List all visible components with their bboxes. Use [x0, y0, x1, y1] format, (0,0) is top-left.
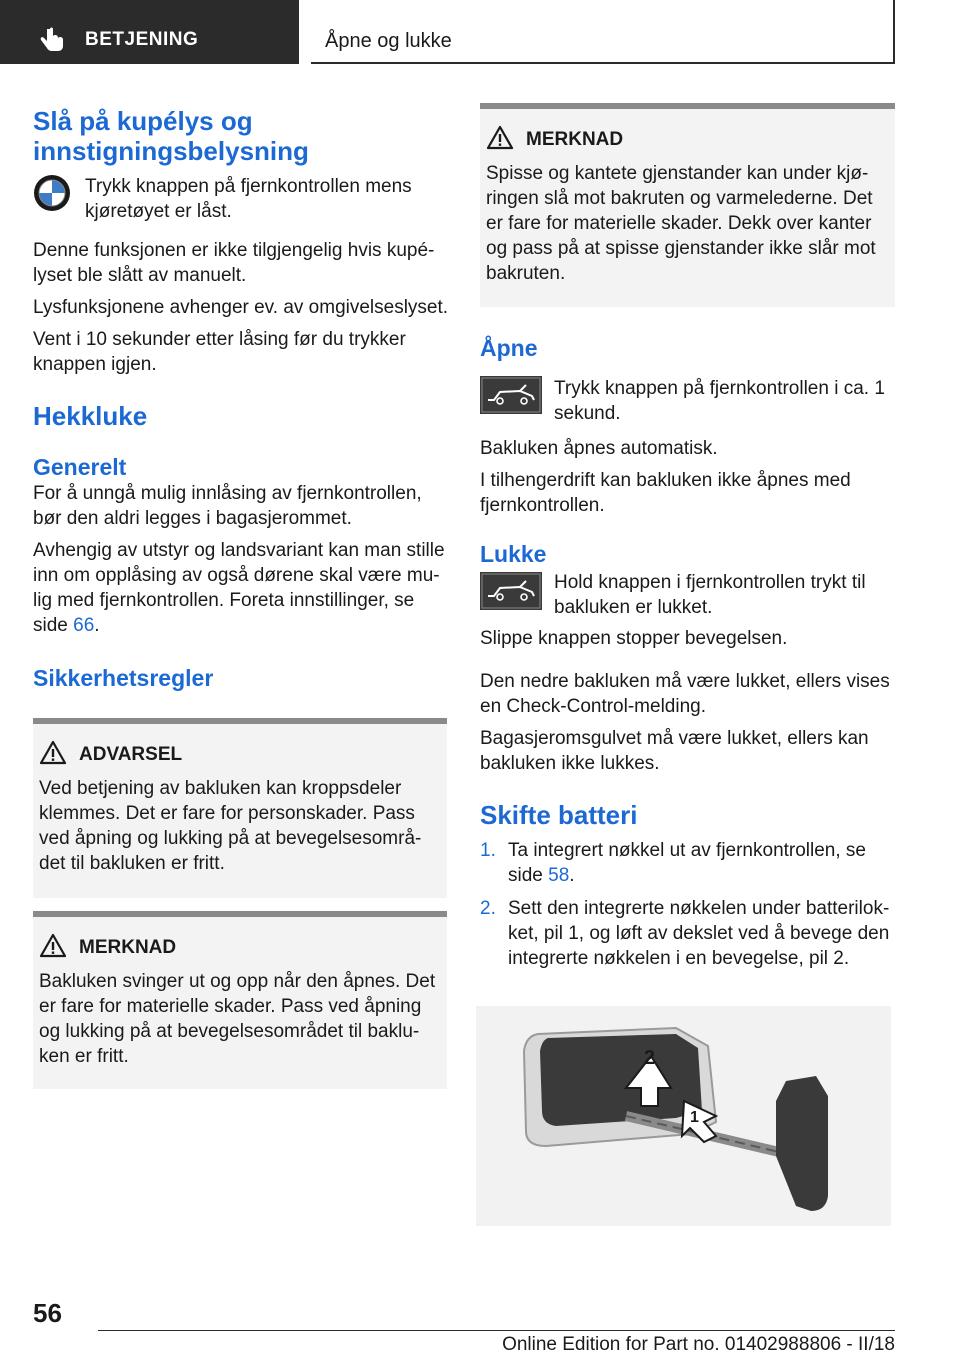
- battery-heading: Skifte batteri: [480, 800, 638, 830]
- warning-title: ADVARSEL: [79, 744, 437, 766]
- open-paragraph-1: Bakluken åpnes automatisk.: [480, 438, 718, 459]
- section-tab: [0, 0, 299, 64]
- hand-pointer-icon: [38, 27, 66, 58]
- notice-text-right: Spisse og kantete gjenstander kan under kjø-ringen slå mot bakruten og varmelederne. Det er fare for materielle skader. Dekk over kanter og pass på at spisse gjenstander ikke slår mot bakruten.: [486, 163, 876, 284]
- page-link-58[interactable]: 58: [548, 865, 570, 886]
- notice-box-right: [480, 103, 895, 307]
- battery-steps: [480, 838, 895, 971]
- footer-edition: Online Edition for Part no. 01402988806 - II/18: [502, 1334, 895, 1355]
- battery-step: 1. Ta integrert nøkkel ut av fjernkontrollen, se side 58.: [480, 840, 867, 886]
- interior-button-row: [33, 174, 449, 224]
- generelt-heading: Generelt: [33, 454, 127, 480]
- interior-paragraph-3: Vent i 10 sekunder etter låsing før du trykker knappen igjen.: [33, 329, 406, 375]
- close-paragraph-3: Bagasjeromsgulvet må være lukket, ellers kan bakluken ikke lukkes.: [480, 728, 869, 774]
- close-paragraph-2: Den nedre bakluken må være lukket, ellers vises en Check-Control-melding.: [480, 671, 890, 717]
- generelt-paragraph-1: For å unngå mulig innlåsing av fjernkontrollen, bør den aldri legges i bagasjerommet.: [33, 483, 422, 529]
- bmw-logo-icon: [33, 174, 85, 224]
- tailgate-button-icon: [480, 570, 554, 620]
- arrow-2-label: 2: [644, 1047, 656, 1069]
- notice-box-left: [33, 911, 447, 1089]
- left-column: [33, 106, 449, 692]
- key-illustration: [476, 1006, 891, 1226]
- chapter-tab: [311, 0, 895, 64]
- interior-light-heading: Slå på kupélys og innstigningsbelysning: [33, 106, 309, 166]
- warning-triangle-icon: [39, 740, 67, 766]
- close-paragraph-1: Slippe knappen stopper bevegelsen.: [480, 628, 788, 649]
- footer-divider: [98, 1330, 895, 1331]
- warning-triangle-icon: [486, 125, 514, 151]
- close-button-row: [480, 570, 895, 620]
- open-button-row: [480, 376, 895, 426]
- page-number: 56: [33, 1298, 62, 1328]
- notice-title-left: MERKNAD: [79, 937, 437, 959]
- section-label: BETJENING: [85, 29, 199, 50]
- arrow-1-label: 1: [690, 1109, 699, 1126]
- interior-button-text: Trykk knappen på fjernkontrollen mens kjøretøyet er låst.: [85, 176, 412, 222]
- warning-text: Ved betjening av bakluken kan kroppsdeler klemmes. Det er fare for personskader. Pass ved åpning og lukking på at bevegelsesområ-det til bakluken er fritt.: [39, 778, 422, 874]
- generelt-paragraph-2: Avhengig av utstyr og landsvariant kan man stille inn om opplåsing av også dørene skal være mu-lig med fjernkontrollen. Foreta innstillinger, se side 66.: [33, 540, 445, 636]
- hekkluke-heading: Hekkluke: [33, 401, 148, 431]
- warning-triangle-icon: [39, 933, 67, 959]
- tailgate-button-icon: [480, 376, 554, 426]
- interior-paragraph-2: Lysfunksjonene avhenger ev. av omgivelseslyset.: [33, 297, 449, 318]
- warning-box: [33, 718, 447, 898]
- chapter-label: Åpne og lukke: [325, 30, 452, 52]
- notice-title-right: MERKNAD: [526, 129, 885, 151]
- close-heading: Lukke: [480, 541, 547, 567]
- open-button-text: Trykk knappen på fjernkontrollen i ca. 1 sekund.: [554, 378, 885, 424]
- notice-text-left: Bakluken svinger ut og opp når den åpnes. Det er fare for materielle skader. Pass ved åpning og lukking på at bevegelsesområdet til baklu-ken er fritt.: [39, 971, 436, 1067]
- open-heading: Åpne: [480, 335, 538, 361]
- battery-step: 2. Sett den integrerte nøkkelen under batterilok-ket, pil 1, og løft av dekslet ved å bevege den integrerte nøkkelen i en bevegelse, pil 2.: [480, 898, 890, 969]
- open-paragraph-2: I tilhengerdrift kan bakluken ikke åpnes med fjernkontrollen.: [480, 470, 851, 516]
- interior-paragraph-1: Denne funksjonen er ikke tilgjengelig hvis kupé-lyset ble slått av manuelt.: [33, 240, 435, 286]
- page-link-66[interactable]: 66: [73, 615, 95, 636]
- close-button-text: Hold knappen i fjernkontrollen trykt til bakluken er lukket.: [554, 572, 866, 618]
- safety-heading: Sikkerhetsregler: [33, 665, 214, 691]
- right-column: [480, 334, 895, 971]
